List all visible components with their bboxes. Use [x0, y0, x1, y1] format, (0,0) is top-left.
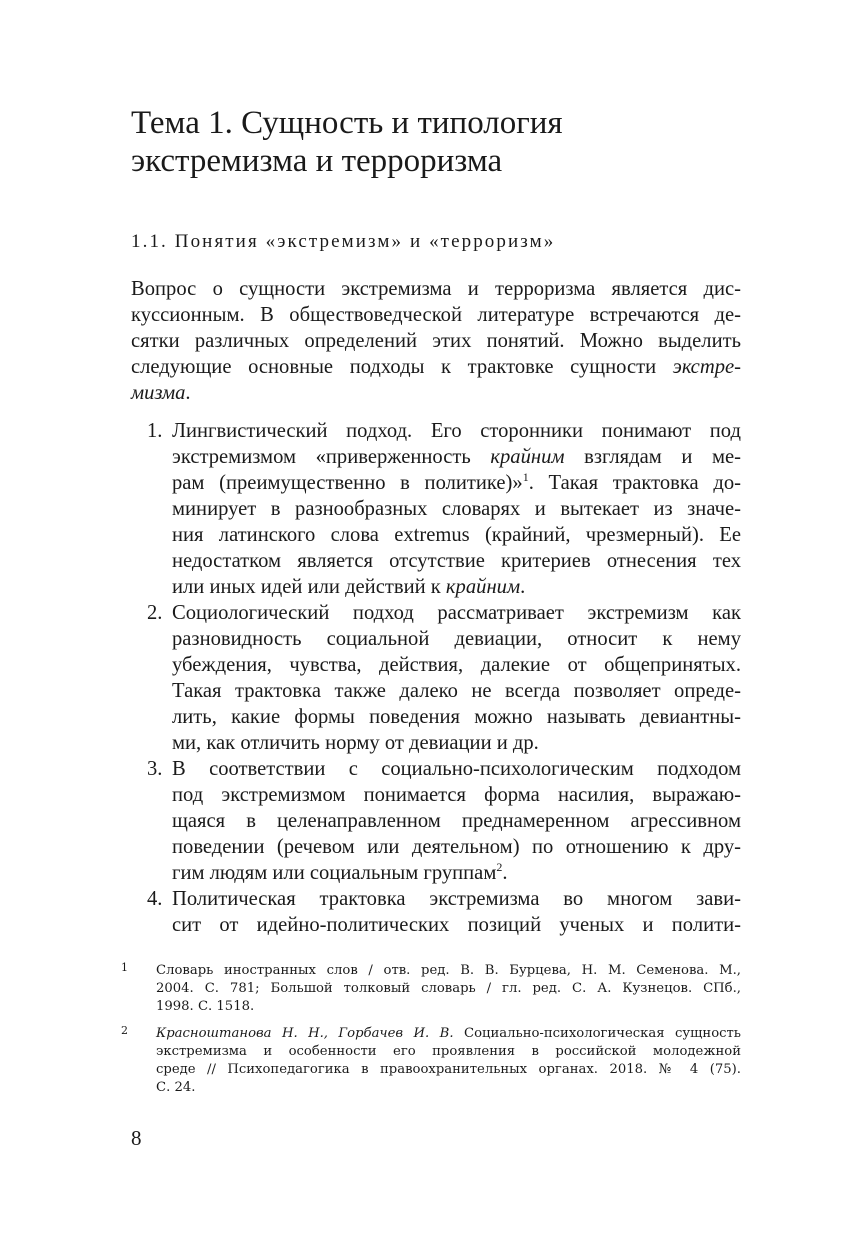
text-line: ния латинского слова extremus (крайний, чрезмерный). Ее — [172, 524, 741, 546]
text-fragment: или иных идей или действий к — [172, 576, 446, 598]
text-fragment: рам (преимущественно в политике)» — [172, 472, 523, 494]
text-line — [172, 444, 741, 470]
text-fragment: . — [185, 382, 191, 404]
italic-fragment: Красноштанова Н. Н., Горбачев И. В. — [156, 1026, 454, 1041]
footnotes — [121, 962, 741, 1106]
text-fragment: Социально-психологическая сущность — [453, 1026, 741, 1041]
text-line: лить, какие формы поведения можно называть девиантны- — [172, 706, 741, 728]
chapter-title-line-2: экстремизма и терроризма — [131, 143, 503, 179]
intro-paragraph — [131, 276, 741, 406]
italic-fragment: крайним — [445, 576, 521, 598]
footnote — [121, 1025, 741, 1097]
text-fragment: следующие основные подходы к трактовке сущности — [131, 356, 673, 378]
text-line: убеждения, чувства, действия, далекие от общепринятых. — [172, 654, 741, 676]
approaches-list — [131, 418, 741, 938]
text-line — [131, 354, 741, 380]
footnote-line — [156, 1025, 741, 1043]
text-line: под экстремизмом понимается форма насилия, выражаю- — [172, 784, 741, 806]
list-item — [131, 756, 741, 886]
text-line: разновидность социальной девиации, относит к нему — [172, 628, 741, 650]
list-item — [131, 886, 741, 938]
text-line: недостатком является отсутствие критериев отнесения тех — [172, 550, 741, 572]
text-fragment: . Такая трактовка до- — [528, 472, 741, 494]
text-line: В соответствии с социально-психологическим подходом — [172, 758, 741, 780]
text-line: куссионным. В обществоведческой литературе встречаются де- — [131, 304, 741, 326]
footnote-line: С. 24. — [156, 1080, 196, 1095]
text-fragment: взглядам и ме- — [564, 446, 742, 468]
italic-fragment: крайним — [490, 446, 565, 468]
text-line: минирует в разнообразных словарях и вытекает из значе- — [172, 498, 741, 520]
list-item — [131, 600, 741, 756]
list-item-number: 1. — [147, 420, 163, 442]
text-fragment: . — [502, 862, 508, 884]
chapter-title-line-1: Тема 1. Сущность и типология — [131, 105, 563, 141]
text-line — [172, 470, 741, 496]
text-line: ми, как отличить норму от девиации и др. — [172, 732, 539, 754]
text-line — [172, 574, 741, 600]
text-fragment: экстремизмом «приверженность — [172, 446, 491, 468]
text-line: Вопрос о сущности экстремизма и терроризма является дис- — [131, 278, 741, 300]
italic-fragment: экстре- — [672, 356, 741, 378]
list-item — [131, 418, 741, 600]
footnote-ref[interactable]: 1 — [522, 470, 529, 485]
italic-fragment: мизма — [131, 382, 186, 404]
footnote-line: 2004. С. 781; Большой толковый словарь / гл. ред. С. А. Кузнецов. СПб., — [156, 981, 741, 996]
text-line — [131, 380, 741, 406]
text-line: сятки различных определений этих понятий. Можно выделить — [131, 330, 741, 352]
list-item-number: 3. — [147, 758, 163, 780]
list-item-number: 4. — [147, 888, 163, 910]
page-number: 8 — [131, 1126, 142, 1150]
text-line: Политическая трактовка экстремизма во многом зави- — [172, 888, 741, 910]
text-line: щаяся в целенаправленном преднамеренном агрессивном — [172, 810, 741, 832]
footnote-line: Словарь иностранных слов / отв. ред. В. В. Бурцева, Н. М. Семенова. М., — [156, 963, 741, 978]
text-line: Социологический подход рассматривает экстремизм как — [172, 602, 741, 624]
footnote-ref[interactable]: 2 — [496, 860, 503, 875]
chapter-title — [131, 104, 731, 180]
text-fragment: гим людям или социальным группам — [172, 862, 497, 884]
footnote-line: среде // Психопедагогика в правоохранительных органах. 2018. № 4 (75). — [156, 1062, 741, 1077]
text-line: Лингвистический подход. Его сторонники понимают под — [172, 420, 741, 442]
footnote-line: 1998. С. 1518. — [156, 999, 255, 1014]
section-heading: 1.1. Понятия «экстремизм» и «терроризм» — [131, 231, 556, 252]
footnote-number: 1 — [121, 961, 128, 974]
text-fragment: . — [520, 576, 526, 598]
footnote-line: экстремизма и особенности его проявления в российской молодежной — [156, 1044, 741, 1059]
footnote-number: 2 — [121, 1024, 128, 1037]
text-line: Такая трактовка также далеко не всегда позволяет опреде- — [172, 680, 741, 702]
text-line: сит от идейно-политических позиций ученых и полити- — [172, 914, 741, 936]
text-line — [172, 860, 741, 886]
footnote — [121, 962, 741, 1016]
list-item-number: 2. — [147, 602, 163, 624]
text-line: поведении (речевом или деятельном) по отношению к дру- — [172, 836, 741, 858]
